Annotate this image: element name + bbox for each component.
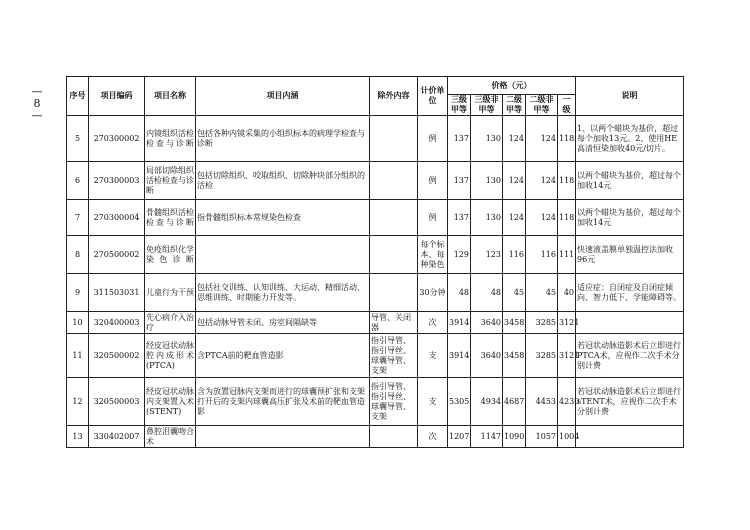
cell-exclusions [370, 200, 418, 236]
header-price-2: 三级非甲等 [471, 95, 503, 116]
cell-exclusions: 指引导管、指引导丝、球囊导管、支架 [370, 334, 418, 378]
cell-notes [576, 312, 684, 334]
header-price-4: 二级非甲等 [526, 95, 558, 116]
cell-unit: 例 [418, 200, 448, 236]
cell-unit: 次 [418, 426, 448, 448]
cell-price-1: 5305 [448, 378, 471, 426]
cell-content: 包括切除组织、咬取组织、切除肿块部分组织的活检 [196, 162, 370, 200]
header-notes: 说明 [576, 77, 684, 116]
table-row [67, 334, 684, 378]
cell-name: 骨髓组织活检检查与诊断 [145, 200, 196, 236]
cell-code: 320500003 [89, 378, 145, 426]
cell-price-5: 4230 [558, 378, 576, 426]
cell-code: 320500002 [89, 334, 145, 378]
cell-seq: 8 [67, 236, 89, 274]
cell-price-2: 1147 [471, 426, 503, 448]
cell-unit: 例 [418, 162, 448, 200]
cell-code: 320400003 [89, 312, 145, 334]
header-code: 项目编码 [89, 77, 145, 116]
cell-price-1: 3914 [448, 312, 471, 334]
cell-content: 包括社交训练、认知训练、大运动、精细活动、思维训练、时期能力开发等。 [196, 274, 370, 312]
cell-exclusions [370, 162, 418, 200]
table-body [67, 116, 684, 448]
page-number-dash-bottom: — [31, 109, 43, 122]
cell-price-5: 111 [558, 236, 576, 274]
cell-price-2: 130 [471, 162, 503, 200]
cell-price-2: 130 [471, 116, 503, 162]
header-price-1: 三级甲等 [448, 95, 471, 116]
cell-price-4: 124 [526, 116, 558, 162]
cell-content [196, 426, 370, 448]
table-row [67, 378, 684, 426]
cell-code: 270300002 [89, 116, 145, 162]
cell-unit: 例 [418, 116, 448, 162]
cell-price-3: 3458 [503, 334, 526, 378]
cell-price-3: 1090 [503, 426, 526, 448]
cell-price-4: 45 [526, 274, 558, 312]
cell-price-1: 48 [448, 274, 471, 312]
cell-notes: 若冠状动脉造影术后立即进行PTCA术，应视作二次手术分别计费 [576, 334, 684, 378]
table-row [67, 312, 684, 334]
cell-notes: 若冠状动脉造影术后立即进行sTENT术，应视作二次手术分别计费 [576, 378, 684, 426]
cell-price-4: 3285 [526, 334, 558, 378]
cell-price-5: 3121 [558, 334, 576, 378]
cell-seq: 6 [67, 162, 89, 200]
cell-price-2: 123 [471, 236, 503, 274]
cell-name: 先心病介入治疗 [146, 312, 194, 332]
cell-price-1: 129 [448, 236, 471, 274]
cell-unit: 30分钟 [418, 274, 448, 312]
cell-price-2: 4934 [471, 378, 503, 426]
cell-notes [576, 426, 684, 448]
cell-content: 包括动脉导管未闭、房室间隔缺等 [196, 312, 370, 334]
cell-price-5: 3121 [558, 312, 576, 334]
cell-price-4: 124 [526, 162, 558, 200]
cell-notes: 以两个蜡块为基价，超过每个加收14元 [576, 162, 684, 200]
cell-price-3: 45 [503, 274, 526, 312]
cell-unit: 支 [418, 378, 448, 426]
cell-name: 经皮冠状动脉腔内成形术(PTCA) [145, 334, 196, 378]
cell-price-4: 116 [526, 236, 558, 274]
header-exclusions: 除外内容 [370, 77, 418, 116]
cell-exclusions [370, 116, 418, 162]
header-price-group: 价格（元） [448, 77, 576, 95]
header-content: 项目内涵 [196, 77, 370, 116]
cell-price-5: 118 [558, 200, 576, 236]
page-number-value: 8 [33, 97, 41, 110]
cell-content: 含PTCA前的靶血管造影 [196, 334, 370, 378]
cell-price-3: 116 [503, 236, 526, 274]
cell-price-3: 124 [503, 200, 526, 236]
table-row [67, 274, 684, 312]
cell-code: 270500002 [89, 236, 145, 274]
cell-exclusions [370, 274, 418, 312]
cell-name: 免疫组织化学染色诊断 [145, 236, 196, 274]
table-row [67, 426, 684, 448]
page-number [30, 86, 44, 122]
cell-notes: 适应症：自闭症及自闭症倾向、智力低下、学能障碍等。 [576, 274, 684, 312]
cell-notes: 快速液盖膜单独温控法加收96元 [576, 236, 684, 274]
cell-exclusions [370, 426, 418, 448]
cell-price-2: 130 [471, 200, 503, 236]
cell-price-4: 1057 [526, 426, 558, 448]
cell-code: 270300004 [89, 200, 145, 236]
cell-seq: 10 [67, 312, 89, 334]
cell-price-3: 124 [503, 116, 526, 162]
cell-price-4: 124 [526, 200, 558, 236]
cell-exclusions: 导管、关闭器 [370, 312, 418, 334]
cell-seq: 13 [67, 426, 89, 448]
cell-name: 局部切除组织活检检查与诊断 [145, 162, 196, 200]
table-row [67, 236, 684, 274]
cell-code: 330402007 [89, 426, 145, 448]
cell-code: 311503031 [89, 274, 145, 312]
table-row [67, 200, 684, 236]
cell-price-2: 48 [471, 274, 503, 312]
cell-price-3: 124 [503, 162, 526, 200]
cell-name: 内镜组织活检检查与诊断 [145, 116, 196, 162]
table-row [67, 162, 684, 200]
cell-price-3: 3458 [503, 312, 526, 334]
header-seq: 序号 [67, 77, 89, 116]
fee-schedule-table [66, 76, 684, 448]
cell-price-5: 118 [558, 162, 576, 200]
cell-price-5: 118 [558, 116, 576, 162]
cell-price-4: 3285 [526, 312, 558, 334]
cell-unit: 每个标本、每种染色 [418, 236, 448, 274]
cell-notes: 以两个蜡块为基价，超过每个加收14元 [576, 200, 684, 236]
cell-content: 指骨髓组织标本常规染色检查 [196, 200, 370, 236]
cell-name: 经皮冠状动脉内支架置入术(STENT) [145, 378, 196, 426]
cell-code: 270300003 [89, 162, 145, 200]
cell-price-5: 40 [558, 274, 576, 312]
cell-seq: 7 [67, 200, 89, 236]
cell-name: 儿童行为干预 [145, 274, 196, 312]
header-name: 项目名称 [145, 77, 196, 116]
cell-price-1: 137 [448, 116, 471, 162]
cell-price-4: 4453 [526, 378, 558, 426]
cell-price-2: 3640 [471, 312, 503, 334]
table-row [67, 116, 684, 162]
cell-content: 包括各种内镜采集的小组织标本的病理学检查与诊断 [196, 116, 370, 162]
cell-price-1: 137 [448, 200, 471, 236]
cell-price-1: 1207 [448, 426, 471, 448]
cell-price-5: 1004 [558, 426, 576, 448]
cell-content: 含为放置冠脉内支架而进行的球囊预扩张和支架打开后的支架内球囊高压扩张及术前的靶血管造影 [196, 378, 370, 426]
header-price-3: 二级甲等 [503, 95, 526, 116]
header-row-1 [67, 77, 684, 95]
header-unit: 计价单位 [418, 77, 448, 116]
cell-exclusions [370, 236, 418, 274]
header-price-5: 一级 [558, 95, 576, 116]
cell-notes: 1、以两个蜡块为基价，超过每个加收13元。2、使用HE高清恒染加收40元/切片。 [576, 116, 684, 162]
cell-price-1: 137 [448, 162, 471, 200]
cell-name: 鼻腔泪囊吻合术 [146, 426, 194, 446]
cell-price-2: 3640 [471, 334, 503, 378]
cell-exclusions: 指引导管、指引导丝、球囊导管、支架 [370, 378, 418, 426]
cell-seq: 11 [67, 334, 89, 378]
cell-unit: 支 [418, 334, 448, 378]
page-number-dash-top: — [31, 85, 43, 98]
cell-unit: 次 [418, 312, 448, 334]
cell-price-3: 4687 [503, 378, 526, 426]
cell-price-1: 3914 [448, 334, 471, 378]
cell-seq: 12 [67, 378, 89, 426]
cell-seq: 9 [67, 274, 89, 312]
cell-content [196, 236, 370, 274]
cell-seq: 5 [67, 116, 89, 162]
